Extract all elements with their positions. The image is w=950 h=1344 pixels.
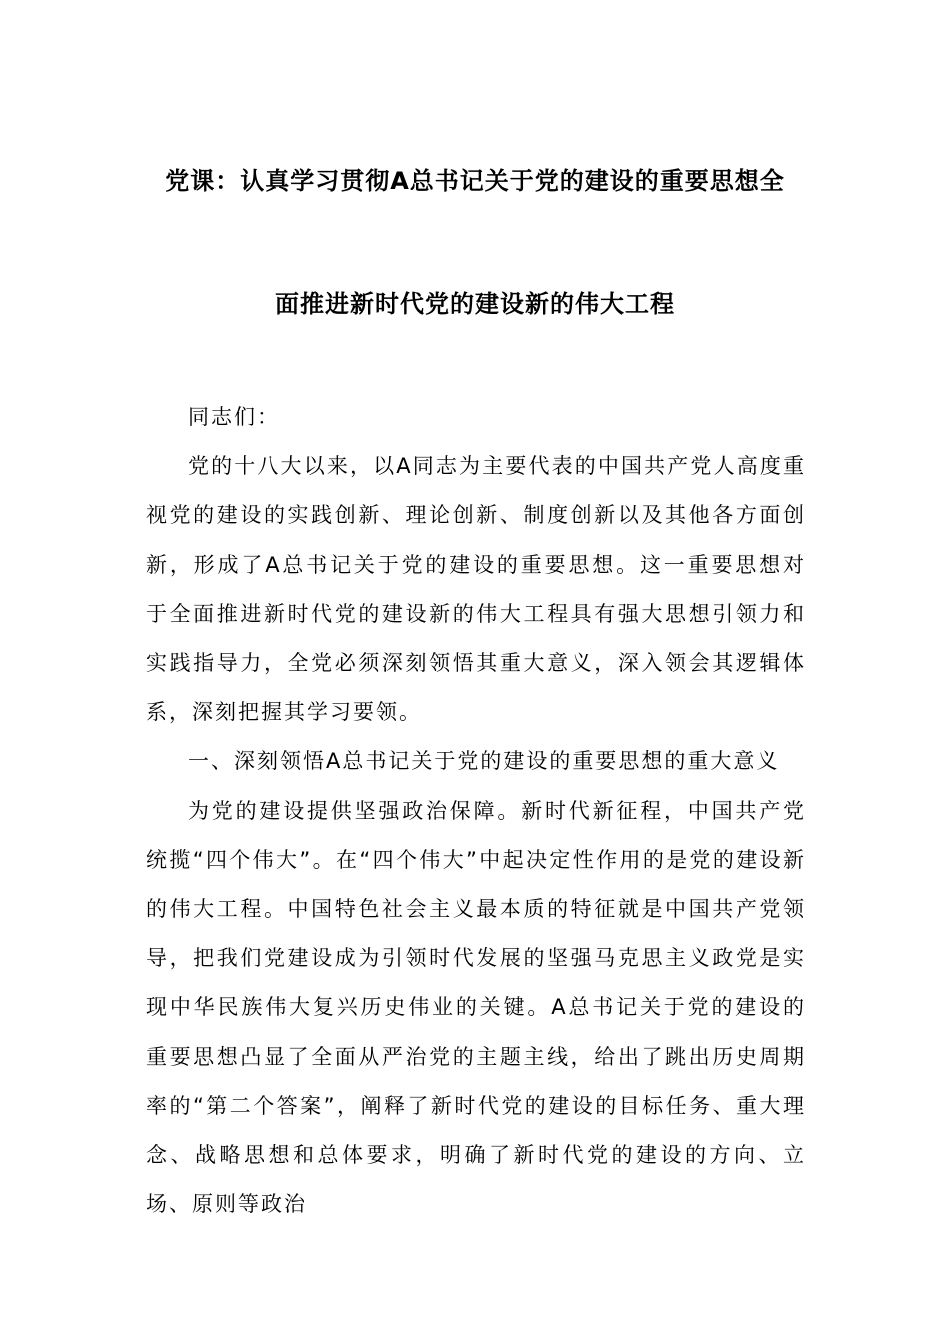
document-body: [146, 393, 806, 1229]
salutation: 同志们：: [188, 405, 280, 429]
paragraph-political-guarantee: 为党的建设提供坚强政治保障。新时代新征程，中国共产党统揽“四个伟大”。在“四个伟大”中起决定性作用的是党的建设新的伟大工程。中国特色社会主义最本质的特征就是中国共产党领导，把我们党建设成为引领时代发展的坚强马克思主义政党是实现中华民族伟大复兴历史伟业的关键。A总书记关于党的建设的重要思想凸显了全面从严治党的主题主线，给出了跳出历史周期率的“第二个答案”，阐释了新时代党的建设的目标任务、重大理念、战略思想和总体要求，明确了新时代党的建设的方向、立场、原则等政治: [146, 798, 806, 1217]
paragraph-intro: 党的十八大以来，以A同志为主要代表的中国共产党人高度重视党的建设的实践创新、理论创新、制度创新以及其他各方面创新，形成了A总书记关于党的建设的重要思想。这一重要思想对于全面推进新时代党的建设新的伟大工程具有强大思想引领力和实践指导力，全党必须深刻领悟其重大意义，深入领会其逻辑体系，深刻把握其学习要领。: [146, 454, 806, 725]
section-heading-1: 一、深刻领悟A总书记关于党的建设的重要思想的重大意义: [188, 749, 780, 774]
document-title-line-2: 面推进新时代党的建设新的伟大工程: [275, 290, 675, 318]
document-title-line-1: 党课：认真学习贯彻A总书记关于党的建设的重要思想全: [165, 167, 785, 195]
